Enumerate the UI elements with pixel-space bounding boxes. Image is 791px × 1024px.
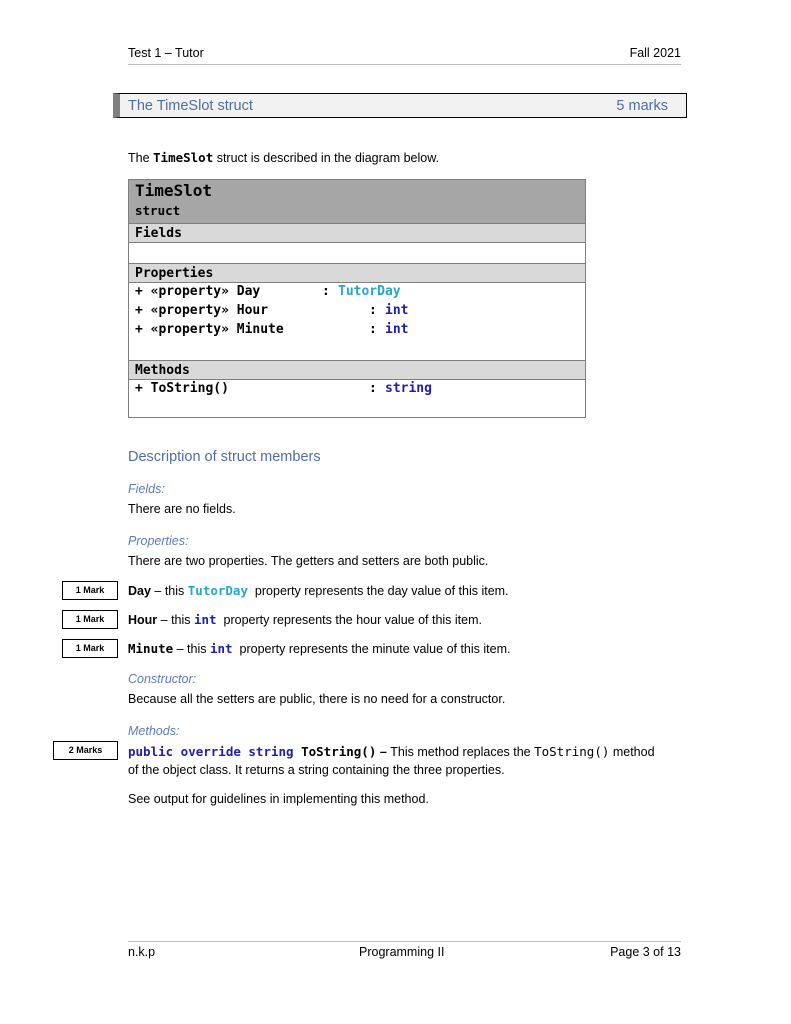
uml-method-tostring: + ToString() (135, 381, 229, 396)
uml-diagram: TimeSlot struct Fields Properties + «property» Day : TutorDay + «property» Hour : int + «property» Minute : int Methods + ToString() : string (128, 179, 586, 418)
uml-methods-header: Methods (129, 360, 585, 380)
properties-text: There are two properties. The getters and setters are both public. (128, 554, 489, 568)
method-see-output: See output for guidelines in implementing this method. (128, 792, 429, 806)
uml-title-band (129, 180, 585, 223)
constructor-heading: Constructor: (128, 672, 197, 686)
uml-prop-hour-type: int (385, 303, 409, 318)
fields-heading: Fields: (128, 482, 165, 496)
footer-divider (128, 941, 681, 942)
property-minute-line: Minute – this int property represents the minute value of this item. (128, 641, 511, 656)
uml-prop-minute: + «property» Minute (135, 322, 284, 337)
uml-class-name: TimeSlot (135, 181, 213, 200)
header-left: Test 1 – Tutor (128, 46, 204, 60)
uml-prop-minute-type: int (385, 322, 409, 337)
mark-box-tostring: 2 Marks (53, 741, 118, 760)
uml-prop-day-type: TutorDay (338, 284, 401, 299)
footer-left: n.k.p (128, 945, 156, 959)
properties-heading: Properties: (128, 534, 189, 548)
property-day-line: Day – this TutorDay property represents the day value of this item. (128, 583, 509, 598)
mark-box-hour: 1 Mark (62, 610, 118, 629)
description-heading: Description of struct members (128, 449, 321, 465)
section-marks: 5 marks (616, 98, 668, 114)
fields-text: There are no fields. (128, 502, 236, 516)
uml-prop-day: + «property» Day (135, 284, 261, 299)
mark-box-minute: 1 Mark (62, 639, 118, 658)
header-divider (128, 64, 681, 65)
uml-method-tostring-type: string (385, 381, 432, 396)
constructor-text: Because all the setters are public, there is no need for a constructor. (128, 692, 506, 706)
section-title-bar (113, 93, 687, 118)
uml-fields-header: Fields (129, 223, 585, 243)
intro-code: TimeSlot (153, 150, 214, 165)
header-right: Fall 2021 (629, 46, 681, 60)
property-hour-line: Hour – this int property represents the hour value of this item. (128, 612, 482, 627)
uml-stereotype: struct (135, 203, 181, 218)
uml-prop-hour: + «property» Hour (135, 303, 269, 318)
methods-heading: Methods: (128, 724, 180, 738)
mark-box-day: 1 Mark (62, 581, 118, 600)
footer-page-number: Page 3 of 13 (610, 945, 681, 959)
footer-center: Programming II (359, 945, 445, 959)
section-title: The TimeSlot struct (128, 98, 253, 114)
intro-paragraph: The TimeSlot struct is described in the diagram below. (128, 150, 440, 165)
method-tostring-line: public override string ToString() – This method replaces the ToString() method (128, 744, 655, 759)
method-tostring-line2: of the object class. It returns a string containing the three properties. (128, 763, 505, 777)
uml-properties-header: Properties (129, 263, 585, 283)
